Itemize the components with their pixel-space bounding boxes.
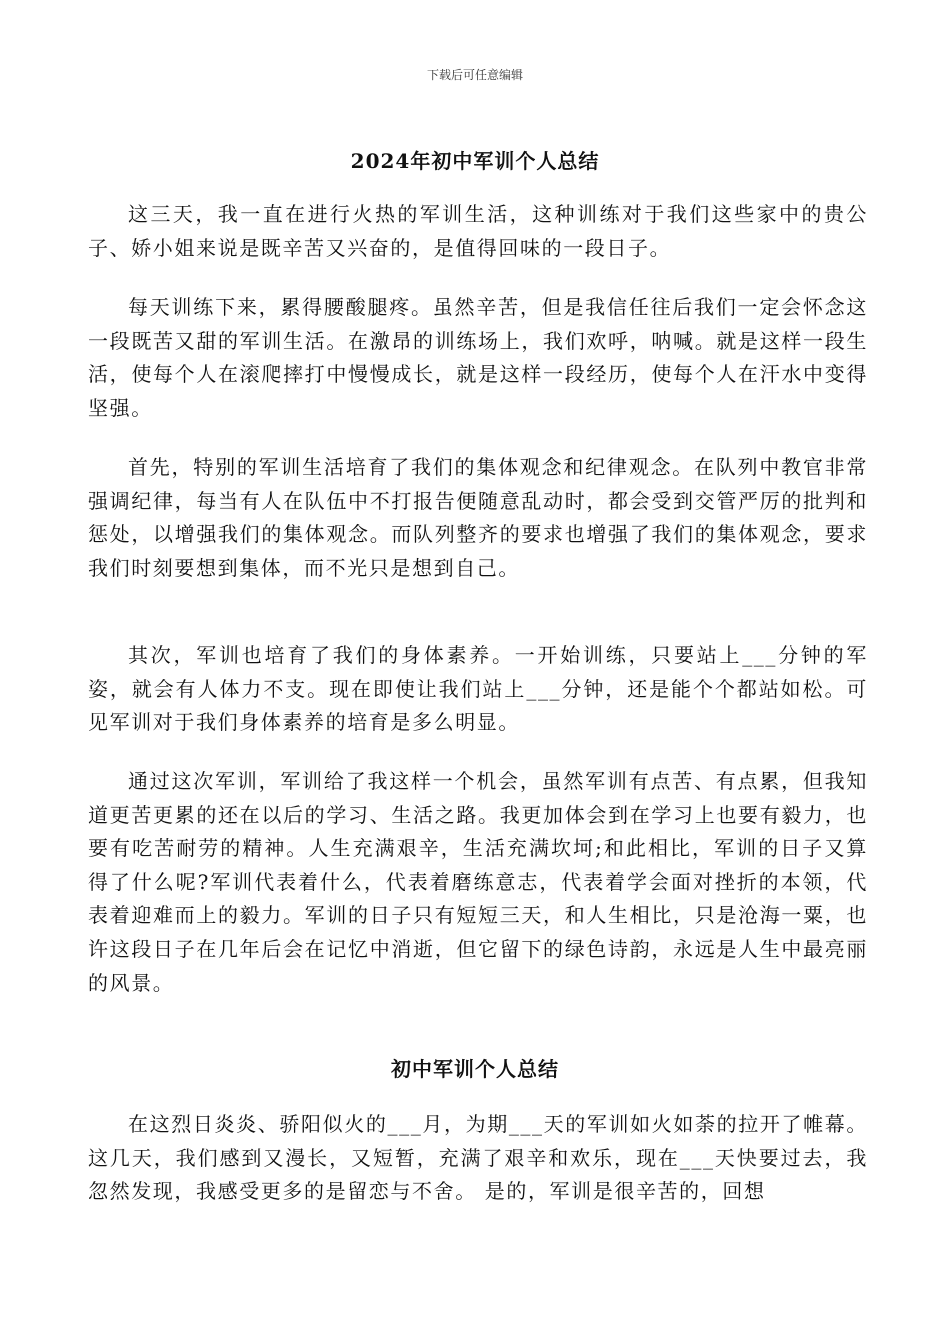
paragraph: 通过这次军训，军训给了我这样一个机会，虽然军训有点苦、有点累，但我知道更苦更累的还在以后的学习、生活之路。我更加体会到在学习上也要有毅力，也要有吃苦耐劳的精神。人生充满艰辛，生活充满坎坷;和此相比，军训的日子又算得了什么呢?军训代表着什么，代表着磨练意志，代表着学会面对挫折的本领，代表着迎难而上的毅力。军训的日子只有短短三天，和人生相比，只是沧海一粟，也许这段日子在几年后会在记忆中消逝，但它留下的绿色诗韵，永远是人生中最亮丽的风景。 <box>88 769 868 995</box>
section-title: 初中军训个人总结 <box>391 1057 559 1081</box>
header-note: 下载后可任意编辑 <box>426 68 523 82</box>
paragraph: 在这烈日炎炎、骄阳似火的___月，为期___天的军训如火如荼的拉开了帷幕。这几天，我们感到又漫长，又短暂，充满了艰辛和欢乐，现在___天快要过去，我忽然发现，我感受更多的是留恋与不舍。 是的，军训是很辛苦的，回想 <box>88 1112 868 1204</box>
paragraph: 这三天，我一直在进行火热的军训生活，这种训练对于我们这些家中的贵公子、娇小姐来说是既辛苦又兴奋的，是值得回味的一段日子。 <box>88 202 868 260</box>
paragraph: 首先，特别的军训生活培育了我们的集体观念和纪律观念。在队列中教官非常强调纪律，每当有人在队伍中不打报告便随意乱动时，都会受到交管严厉的批判和惩处，以增强我们的集体观念。而队列整齐的要求也增强了我们的集体观念，要求我们时刻要想到集体，而不光只是想到自己。 <box>88 455 868 580</box>
paragraph: 其次，军训也培育了我们的身体素养。一开始训练，只要站上___分钟的军姿，就会有人体力不支。现在即使让我们站上___分钟，还是能个个都站如松。可见军训对于我们身体素养的培育是多么明显。 <box>88 643 868 735</box>
document-title: 2024年初中军训个人总结 <box>350 149 600 173</box>
paragraph: 每天训练下来，累得腰酸腿疼。虽然辛苦，但是我信任往后我们一定会怀念这一段既苦又甜的军训生活。在激昂的训练场上，我们欢呼，呐喊。就是这样一段生活，使每个人在滚爬摔打中慢慢成长，就是这样一段经历，使每个人在汗水中变得坚强。 <box>88 295 868 420</box>
